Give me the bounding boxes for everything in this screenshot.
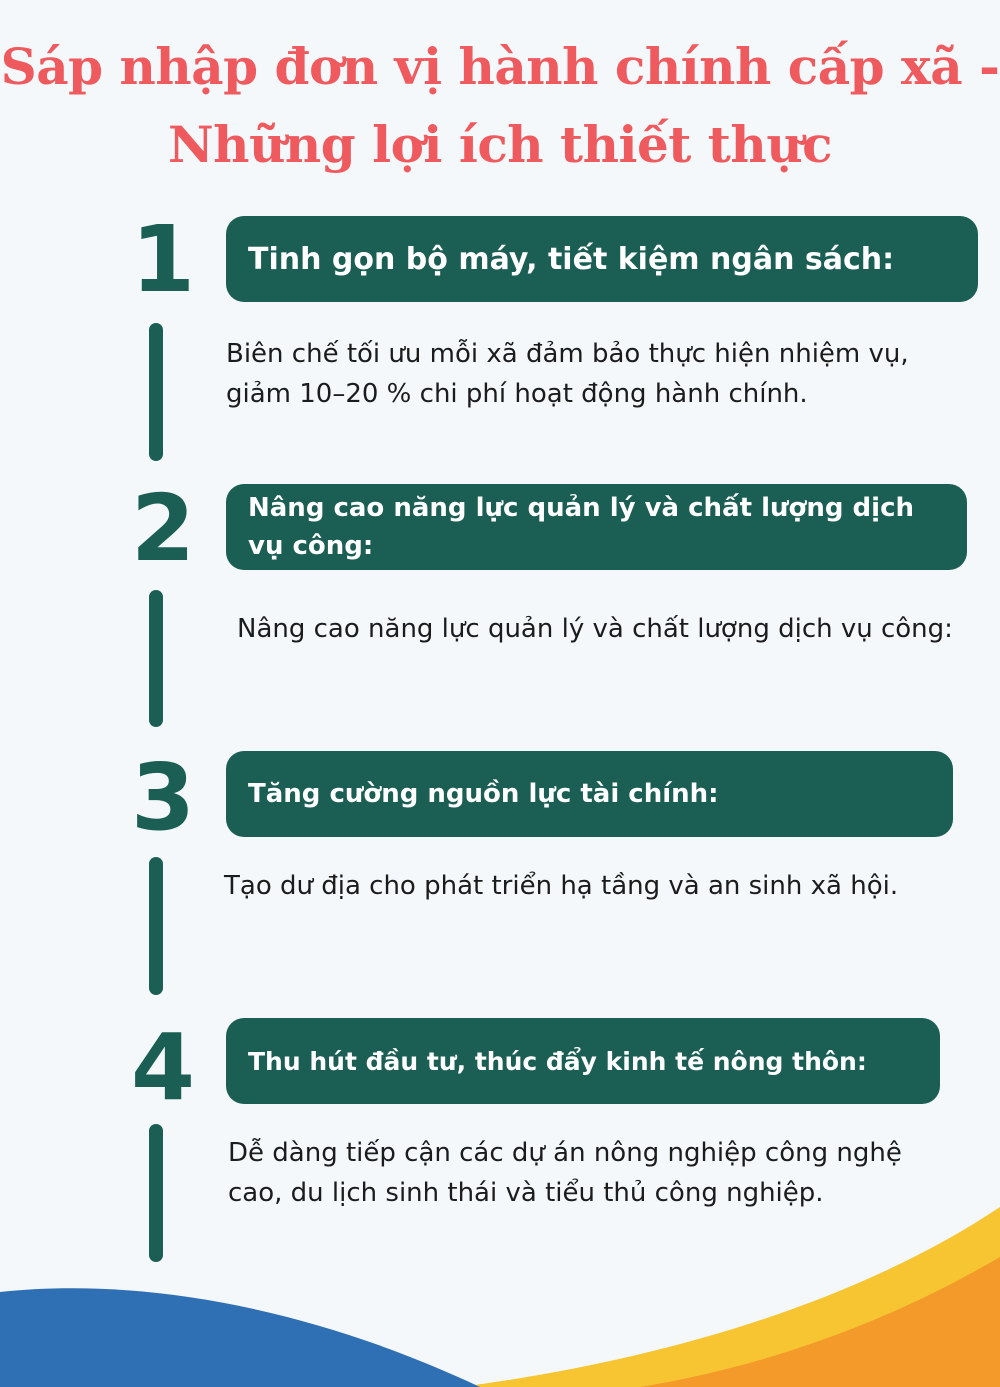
item-number-3: 3: [130, 744, 195, 851]
item-heading-2-text: Nâng cao năng lực quản lý và chất lượng dịch vụ công:: [248, 493, 914, 561]
page-title: [0, 28, 1000, 184]
item-body-3: Tạo dư địa cho phát triển hạ tầng và an sinh xã hội.: [224, 871, 899, 901]
title-line-2: Những lợi ích thiết thực: [167, 115, 833, 174]
item-number-2: 2: [130, 475, 195, 582]
item-heading-3-text: Tăng cường nguồn lực tài chính:: [248, 779, 719, 809]
item-heading-2: [226, 484, 967, 570]
item-heading-1-text: Tinh gọn bộ máy, tiết kiệm ngân sách:: [248, 241, 895, 277]
wave-blue: [0, 1288, 480, 1387]
title-line-1: Sáp nhập đơn vị hành chính cấp xã -: [0, 37, 1000, 96]
item-number-1: 1: [130, 206, 195, 313]
item-divider-1: [149, 323, 163, 461]
decorative-waves: [0, 1187, 1000, 1387]
item-heading-1: [226, 216, 978, 302]
item-body-4: Dễ dàng tiếp cận các dự án nông nghiệp công nghệ cao, du lịch sinh thái và tiểu thủ công nghiệp.: [228, 1138, 902, 1208]
item-body-1: Biên chế tối ưu mỗi xã đảm bảo thực hiện nhiệm vụ, giảm 10–20 % chi phí hoạt động hành chính.: [226, 339, 909, 409]
item-heading-3: [226, 751, 953, 837]
item-number-4: 4: [130, 1014, 195, 1121]
item-heading-4: [226, 1018, 940, 1104]
item-body-2: Nâng cao năng lực quản lý và chất lượng dịch vụ công:: [237, 614, 953, 644]
item-divider-3: [149, 857, 163, 995]
item-divider-2: [149, 590, 163, 727]
item-heading-4-text: Thu hút đầu tư, thúc đẩy kinh tế nông thôn:: [248, 1046, 867, 1076]
